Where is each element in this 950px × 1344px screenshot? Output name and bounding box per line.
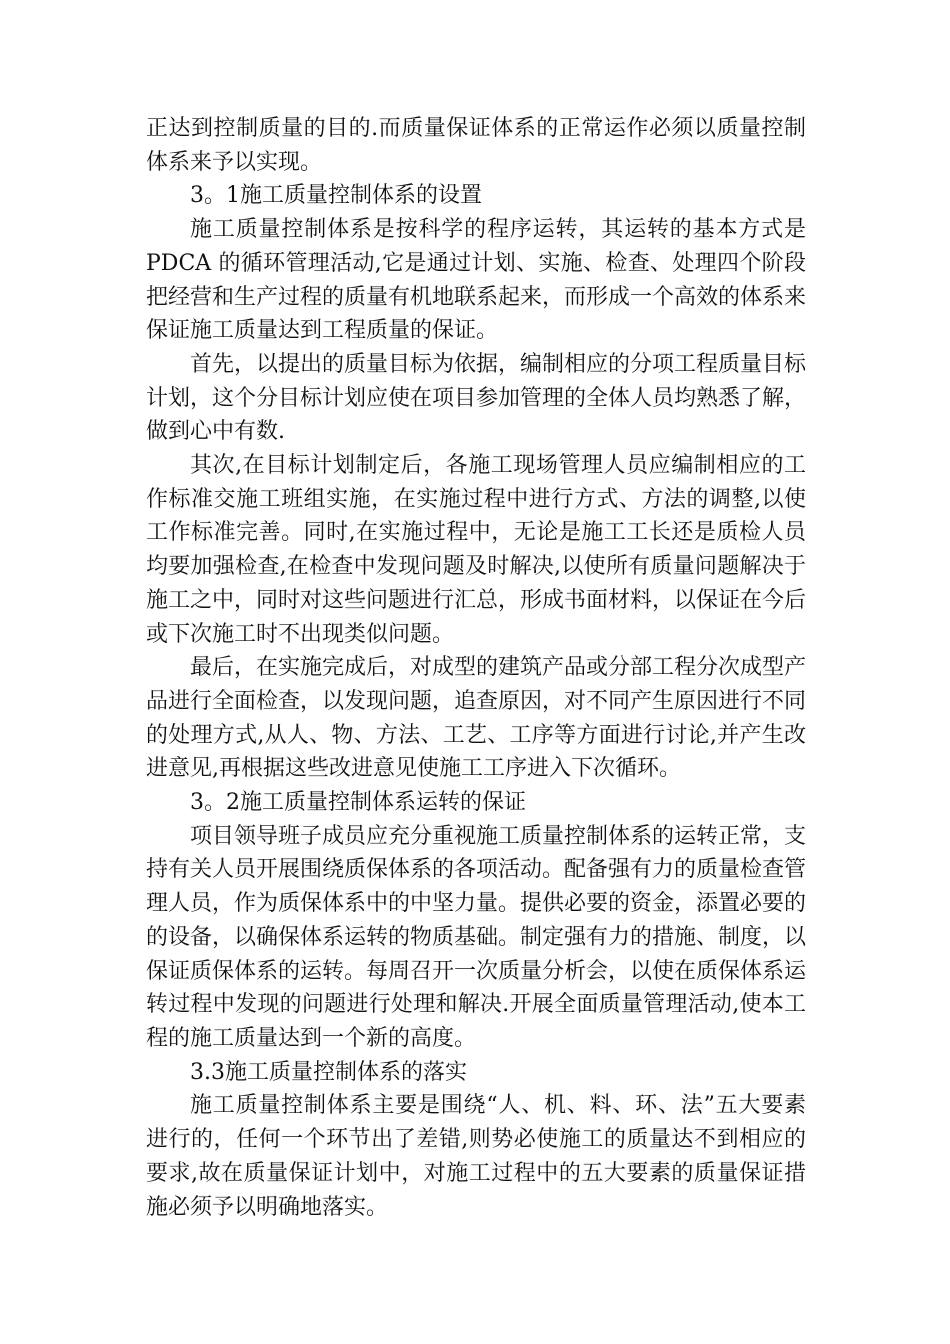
section-heading-3-2: 3。2施工质量控制体系运转的保证	[190, 790, 526, 816]
paragraph-continuation: 正达到控制质量的目的.而质量保证体系的正常运作必须以质量控制体系来予以实现。	[146, 116, 806, 175]
paragraph: 首先，以提出的质量目标为依据，编制相应的分项工程质量目标计划，这个分目标计划应使在项目参加管理的全体人员均熟悉了解，做到心中有数.	[146, 351, 807, 445]
paragraph: 其次,在目标计划制定后，各施工现场管理人员应编制相应的工作标准交施工班组实施，在实施过程中进行方式、方法的调整,以使工作标准完善。同时,在实施过程中，无论是施工工长还是质检人员均要加强检查,在检查中发现问题及时解决,以使所有质量问题解决于施工之中，同时对这些问题进行汇总，形成书面材料，以保证在今后或下次施工时不出现类似问题。	[146, 453, 807, 647]
paragraph: 施工质量控制体系主要是围绕“人、机、料、环、法”五大要素进行的，任何一个环节出了差错,则势必使施工的质量达不到相应的要求,故在质量保证计划中，对施工过程中的五大要素的质量保证措施必须予以明确地落实。	[146, 1093, 806, 1220]
paragraph: 施工质量控制体系是按科学的程序运转，其运转的基本方式是PDCA 的循环管理活动,它是通过计划、实施、检查、处理四个阶段把经营和生产过程的质量有机地联系起来，而形成一个高效的体系来保证施工质量达到工程质量的保证。	[146, 217, 807, 344]
section-heading-3-1: 3。1施工质量控制体系的设置	[190, 183, 482, 209]
paragraph: 项目领导班子成员应充分重视施工质量控制体系的运转正常，支持有关人员开展围绕质保体系的各项活动。配备强有力的质量检查管理人员，作为质保体系中的中坚力量。提供必要的资金，添置必要的的设备，以确保体系运转的物质基础。制定强有力的措施、制度，以保证质保体系的运转。每周召开一次质量分析会，以使在质保体系运转过程中发现的问题进行处理和解决.开展全面质量管理活动,使本工程的施工质量达到一个新的高度。	[146, 823, 807, 1051]
document-body	[146, 112, 806, 1224]
paragraph: 最后，在实施完成后，对成型的建筑产品或分部工程分次成型产品进行全面检查，以发现问题，追查原因，对不同产生原因进行不同的处理方式,从人、物、方法、工艺、工序等方面进行讨论,并产生改进意见,再根据这些改进意见使施工工序进入下次循环。	[146, 655, 807, 782]
section-heading-3-3: 3.3施工质量控制体系的落实	[190, 1059, 467, 1085]
